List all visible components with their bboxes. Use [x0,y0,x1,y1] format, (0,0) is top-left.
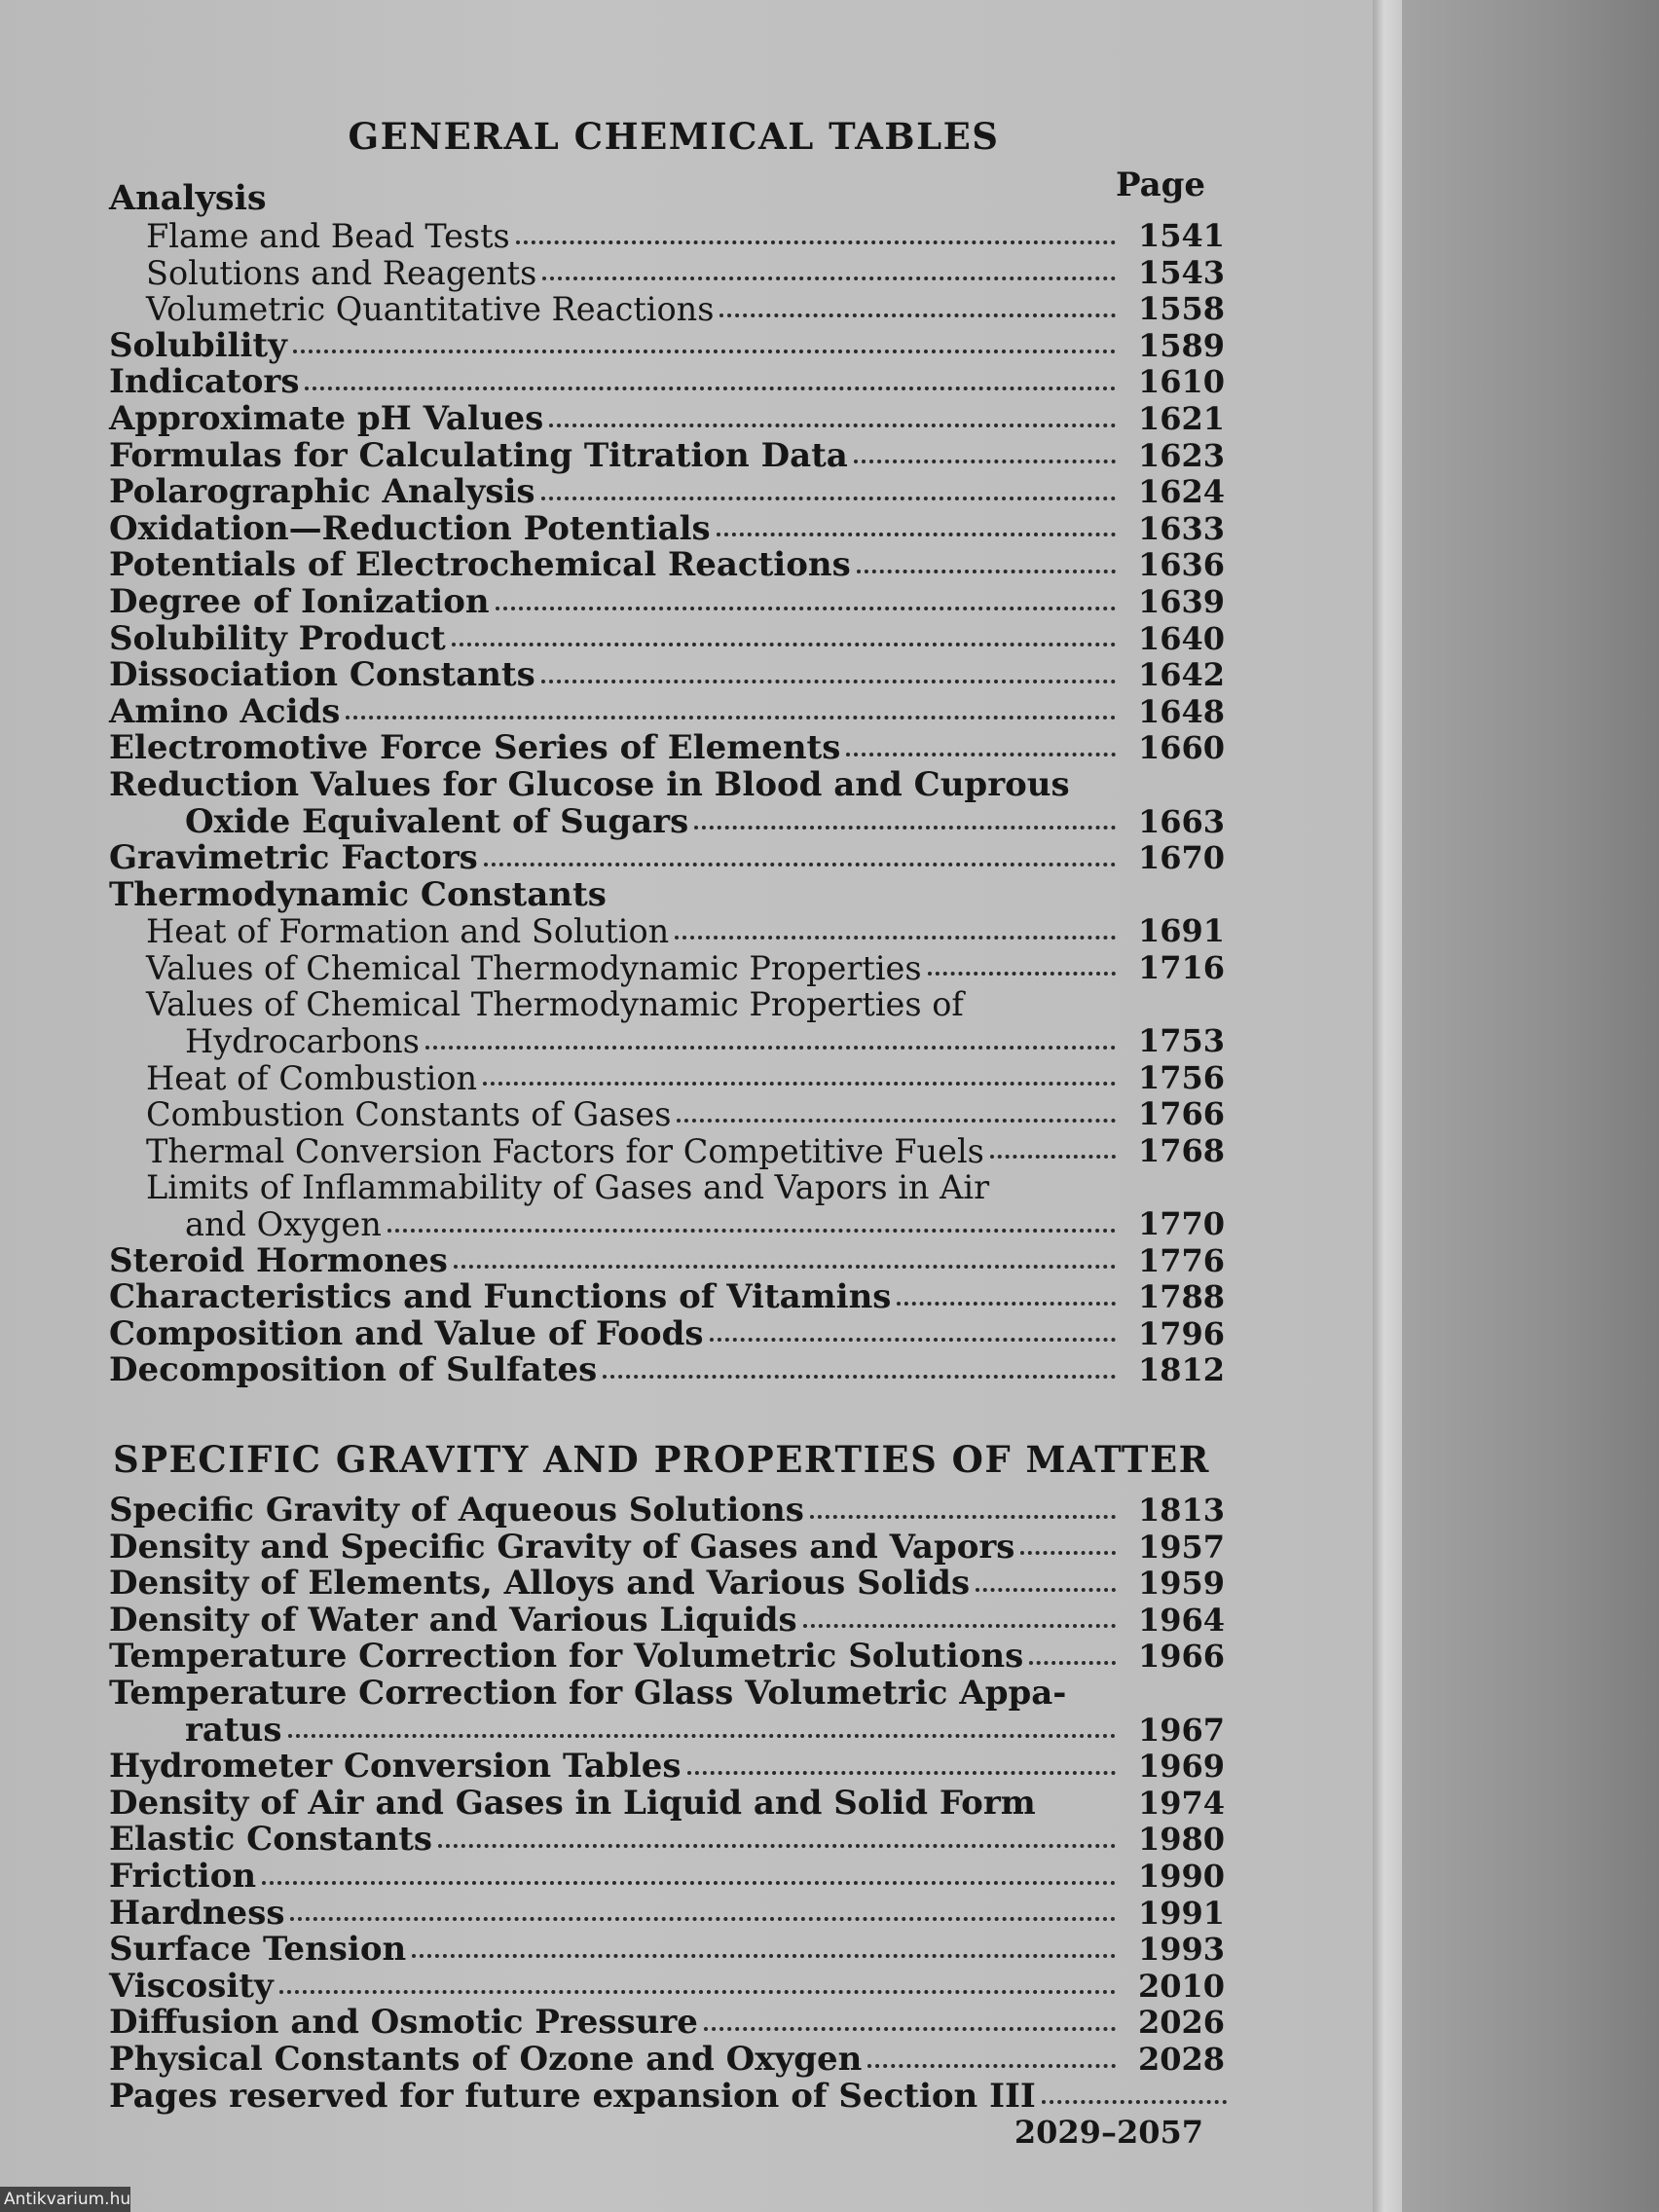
toc-entry-label: Electromotive Force Series of Elements [109,728,841,768]
toc-entry-label: Polarographic Analysis [109,472,535,512]
toc-entry-page: 1969 [1137,1748,1225,1786]
dot-leader [425,1046,1116,1050]
toc-entry-label: Solubility [109,325,287,365]
toc-entry-label: Indicators [109,362,300,402]
toc-entry [109,255,1238,292]
dot-leader [857,570,1116,573]
toc-entry-page: 1796 [1137,1314,1225,1352]
dot-leader [484,863,1116,866]
toc-entry-page: 1959 [1137,1565,1225,1603]
toc-entry-page: 1636 [1137,546,1225,584]
dot-leader [541,680,1116,683]
toc-entry-page: 1541 [1137,217,1225,254]
dot-leader [687,1771,1116,1775]
toc-entry-page: 1966 [1137,1638,1225,1676]
toc-entry [109,581,1238,621]
section-title-general: GENERAL CHEMICAL TABLES [348,115,1000,158]
dot-leader [293,350,1116,353]
toc-entry-label: Oxidation—Reduction Potentials [109,508,711,548]
dot-leader [412,1954,1116,1958]
toc-entry-page: 1967 [1137,1711,1225,1749]
book-gutter [1373,0,1402,2212]
toc-entry [109,1133,1238,1170]
dot-leader [387,1229,1116,1233]
dot-leader [496,607,1116,610]
toc-entry [109,730,1238,767]
toc-entry-label: Viscosity [109,1966,274,2006]
toc-entry-page: 1589 [1137,326,1225,364]
toc-entry-page: 1640 [1137,619,1225,657]
toc-entry [109,2115,1238,2152]
toc-entry-label: Composition and Value of Foods [109,1313,704,1353]
toc-entry-page: 2026 [1137,2004,1225,2042]
table-of-contents [109,107,1238,2152]
toc-entry [109,218,1238,255]
dot-leader [438,1844,1116,1848]
toc-entry-label: Degree of Ionization [109,581,490,621]
toc-entry [109,1966,1238,2006]
toc-entry-label: Diffusion and Osmotic Pressure [109,2003,698,2043]
dot-leader [288,1734,1116,1738]
toc-entry [109,840,1238,877]
dot-leader [346,716,1116,719]
toc-entry-label: Thermal Conversion Factors for Competitive Fuels [146,1131,984,1170]
toc-entry-label: and Oxygen [185,1205,382,1244]
toc-entry [109,1493,1238,1530]
dot-leader [704,2027,1116,2031]
dot-leader [803,1624,1116,1628]
toc-entry-label: Friction [109,1856,257,1896]
toc-entry-label: Physical Constants of Ozone and Oxygen [109,2039,863,2079]
dot-leader [710,1338,1116,1342]
toc-entry [109,1060,1238,1097]
toc-entry [109,801,1238,841]
toc-entry [109,1206,1238,1243]
toc-entry [109,1600,1238,1640]
toc-entry-label: Heat of Combustion [146,1058,478,1097]
toc-entry-label: Combustion Constants of Gases [146,1095,672,1134]
toc-entry [109,364,1238,401]
dot-leader [717,533,1116,536]
section-title-specific: SPECIFIC GRAVITY AND PROPERTIES OF MATTER [113,1438,1210,1481]
toc-entry-label: Approximate pH Values [109,398,544,438]
dot-leader [854,460,1116,463]
toc-entry-page: 1660 [1137,729,1225,767]
toc-entry-page: 1670 [1137,839,1225,877]
toc-entry-page: 1980 [1137,1821,1225,1859]
toc-entry-label: Values of Chemical Thermodynamic Properties of [146,985,964,1024]
toc-entry [109,1856,1238,1896]
dot-leader [928,972,1116,976]
dot-leader [1020,1551,1116,1555]
analysis-heading: Analysis [109,178,267,218]
dot-leader [516,240,1116,244]
toc-entry [109,2005,1238,2042]
dot-leader [846,753,1116,756]
dot-leader [483,1082,1116,1086]
toc-entry-page: 1753 [1137,1022,1225,1060]
toc-entry-label: Hydrocarbons [185,1022,420,1061]
toc-entry-label: Temperature Correction for Glass Volumetric Appa- [109,1673,1067,1713]
toc-entry [109,1710,1238,1750]
toc-entry-page: 1788 [1137,1278,1225,1316]
toc-entry [109,508,1238,548]
dot-leader [262,1881,1116,1885]
toc-entry-label: Density of Air and Gases in Liquid and Solid Form [109,1783,1036,1823]
specific-entries [109,1493,1238,2152]
toc-entry [109,1527,1238,1567]
toc-entry-label: Limits of Inflammability of Gases and Vapors in Air [146,1168,990,1207]
toc-entry-label: Solutions and Reagents [146,253,537,292]
toc-entry [109,874,1238,914]
toc-entry-page: 1633 [1137,509,1225,547]
toc-entry-page: 1993 [1137,1931,1225,1969]
toc-entry-label: Dissociation Constants [109,655,535,695]
toc-entry-label: Values of Chemical Thermodynamic Properties [146,948,922,987]
toc-entry-page: 1776 [1137,1241,1225,1279]
toc-entry-page: 1610 [1137,363,1225,401]
toc-entry-page: 1766 [1137,1095,1225,1133]
dot-leader [1029,1661,1116,1665]
dot-leader [677,1119,1116,1123]
toc-entry [109,657,1238,694]
dot-leader [694,826,1116,830]
toc-entry-page: 1957 [1137,1528,1225,1566]
toc-entry-page: 1639 [1137,582,1225,620]
toc-entry-page: 1974 [1137,1784,1225,1822]
toc-entry [109,1639,1238,1676]
toc-entry-page: 1621 [1137,399,1225,437]
dot-leader [1042,2100,1227,2104]
dot-leader [719,313,1116,317]
toc-entry-label: Elastic Constants [109,1820,433,1860]
toc-entry-page: 1756 [1137,1058,1225,1096]
facing-page-edge [1402,0,1659,2212]
toc-entry [109,950,1238,987]
toc-entry-label: Volumetric Quantitative Reactions [146,290,715,329]
toc-entry-page: 1990 [1137,1857,1225,1895]
toc-entry-label: Surface Tension [109,1930,407,1970]
page-column-header: Page [1115,166,1206,204]
toc-entry-label: Temperature Correction for Volumetric Solutions [109,1637,1024,1677]
watermark: Antikvarium.hu [0,2187,130,2212]
dot-leader [279,1990,1116,1994]
toc-entry [109,1352,1238,1389]
toc-entry-page: 1663 [1137,802,1225,840]
toc-entry-label: Pages reserved for future expansion of Section III [109,2076,1036,2116]
toc-entry-label: Potentials of Electrochemical Reactions [109,545,851,585]
toc-entry-label: ratus [185,1710,282,1750]
toc-entry [109,547,1238,584]
toc-entry-page: 1964 [1137,1601,1225,1639]
toc-entry-page: 1813 [1137,1492,1225,1529]
toc-entry [109,1566,1238,1603]
toc-entry-label: Hydrometer Conversion Tables [109,1747,682,1787]
toc-entry [109,398,1238,438]
toc-entry-page: 1716 [1137,948,1225,986]
dot-leader [675,936,1116,940]
toc-entry [109,2039,1238,2079]
dot-leader [990,1155,1116,1159]
toc-entry [109,1313,1238,1353]
toc-entry [109,2076,1238,2116]
dot-leader [549,424,1116,427]
toc-entry-label: Thermodynamic Constants [109,874,607,914]
toc-entry [109,1749,1238,1786]
toc-entry-label: Flame and Bead Tests [146,217,510,255]
toc-entry-page: 2029–2057 [1014,2114,1203,2152]
toc-entry [109,1932,1238,1969]
toc-entry-label: Amino Acids [109,691,341,731]
toc-entry-label: Density and Specific Gravity of Gases and Vapors [109,1527,1015,1567]
toc-entry [109,435,1238,475]
toc-entry [109,1893,1238,1933]
toc-entry [109,291,1238,328]
toc-entry-page: 1648 [1137,692,1225,730]
toc-entry-page: 1991 [1137,1894,1225,1932]
toc-entry [109,1822,1238,1859]
toc-entry-label: Hardness [109,1893,285,1933]
toc-entry-page: 1624 [1137,473,1225,511]
toc-entry-label: Characteristics and Functions of Vitamins [109,1277,892,1317]
dot-leader [976,1588,1116,1592]
toc-entry-page: 2028 [1137,2040,1225,2078]
toc-entry-label: Formulas for Calculating Titration Data [109,435,848,475]
toc-entry-page: 1623 [1137,436,1225,474]
toc-entry-page: 2010 [1137,1967,1225,2005]
toc-entry [109,618,1238,658]
dot-leader [810,1515,1116,1519]
toc-entry [109,691,1238,731]
toc-entry-page: 1642 [1137,656,1225,694]
toc-entry-label: Oxide Equivalent of Sugars [185,801,689,841]
toc-entry-label: Steroid Hormones [109,1240,448,1280]
toc-entry [109,913,1238,950]
toc-entry-page: 1543 [1137,253,1225,291]
toc-entry-page: 1812 [1137,1351,1225,1389]
toc-entry-label: Density of Water and Various Liquids [109,1600,797,1640]
dot-leader [290,1917,1116,1921]
toc-entry-label: Heat of Formation and Solution [146,912,670,951]
dot-leader [867,2064,1116,2068]
dot-leader [542,276,1116,280]
toc-entry [109,1673,1238,1713]
toc-entry [109,325,1238,365]
analysis-heading-row [109,166,1238,218]
dot-leader [305,387,1116,390]
dot-leader [454,1265,1116,1269]
toc-entry [109,474,1238,511]
dot-leader [541,497,1116,500]
toc-entry [109,1783,1238,1823]
toc-entry [109,986,1238,1023]
toc-entry-label: Specific Gravity of Aqueous Solutions [109,1491,804,1530]
dot-leader [603,1375,1116,1379]
toc-entry-page: 1768 [1137,1131,1225,1169]
toc-entry-label: Gravimetric Factors [109,838,478,878]
toc-entry-label: Decomposition of Sulfates [109,1350,598,1390]
toc-entry-label: Density of Elements, Alloys and Various Solids [109,1564,971,1604]
toc-entry-page: 1770 [1137,1205,1225,1243]
toc-entry [109,1169,1238,1206]
toc-entry [109,1096,1238,1133]
toc-entry [109,764,1238,804]
toc-entry-page: 1691 [1137,912,1225,950]
toc-entry [109,1240,1238,1280]
dot-leader [452,643,1116,646]
toc-entry [109,1279,1238,1316]
general-entries [109,218,1238,1389]
toc-entry-label: Solubility Product [109,618,446,658]
dot-leader [897,1302,1116,1306]
toc-entry-label: Reduction Values for Glucose in Blood and Cuprous [109,764,1070,804]
toc-entry [109,1023,1238,1060]
toc-entry-page: 1558 [1137,290,1225,328]
